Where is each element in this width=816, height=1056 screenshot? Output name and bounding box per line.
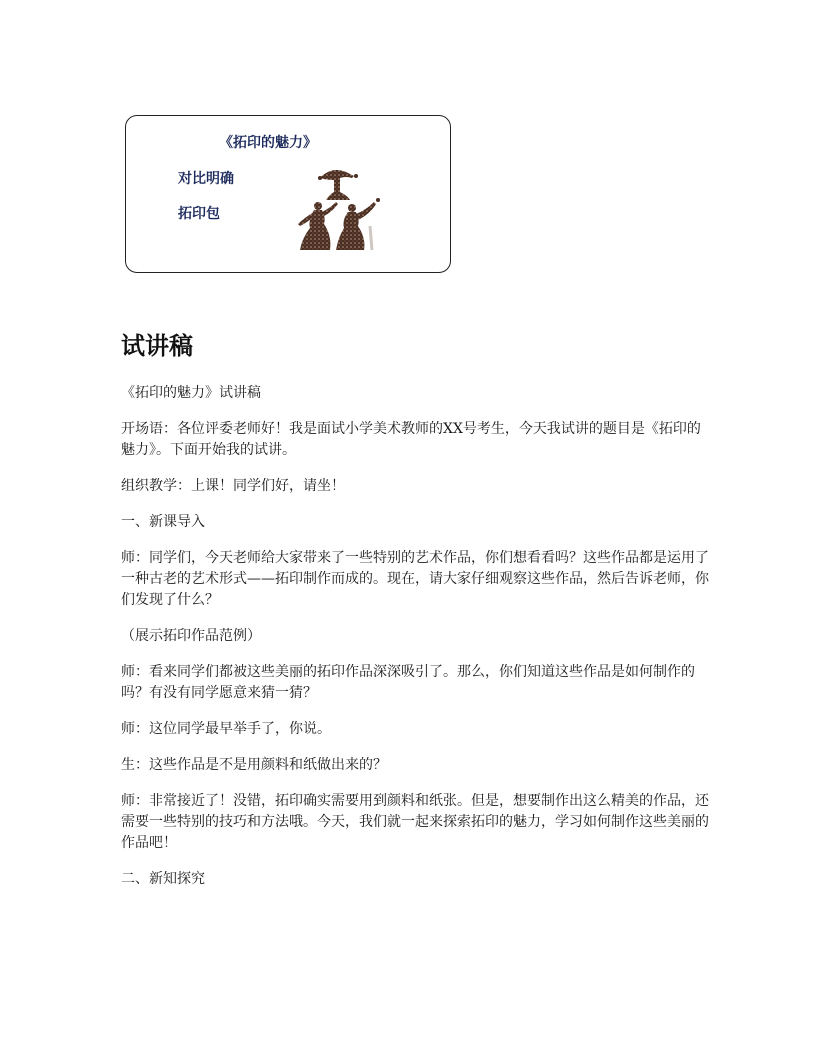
paragraph: 师：非常接近了！没错，拓印确实需要用到颜料和纸张。但是，想要制作出这么精美的作品，还需要一些特别的技巧和方法哦。今天，我们就一起来探索拓印的魅力，学习如何制作这些美丽的作品吧！	[121, 793, 709, 851]
paragraph: 师：这位同学最早举手了，你说。	[121, 721, 331, 737]
card-title: 《拓印的魅力》	[219, 135, 317, 151]
rubbing-dancers-image	[290, 166, 386, 254]
paragraph: （展示拓印作品范例）	[121, 628, 261, 644]
paragraph-opening: 开场语：各位评委老师好！我是面试小学美术教师的XX号考生，今天我试讲的题目是《拓印的魅力》。下面开始我的试讲。	[121, 421, 701, 458]
card-item-contrast: 对比明确	[178, 171, 234, 187]
page-heading: 试讲稿	[121, 332, 193, 360]
lecture-body	[121, 383, 711, 905]
paragraph-organize: 组织教学：上课！同学们好，请坐！	[121, 478, 345, 494]
paragraph: 生：这些作品是不是用颜料和纸做出来的？	[121, 757, 387, 773]
subtitle: 《拓印的魅力》试讲稿	[121, 385, 261, 401]
paragraph: 师：看来同学们都被这些美丽的拓印作品深深吸引了。那么，你们知道这些作品是如何制作的吗？有没有同学愿意来猜一猜？	[121, 664, 695, 701]
lesson-card	[125, 115, 451, 273]
section-heading-intro: 一、新课导入	[121, 514, 205, 530]
paragraph: 师：同学们，今天老师给大家带来了一些特别的艺术作品，你们想看看吗？这些作品都是运用了一种古老的艺术形式——拓印制作而成的。现在，请大家仔细观察这些作品，然后告诉老师，你们发现了什么？	[121, 550, 709, 608]
card-item-rubbing-pad: 拓印包	[178, 206, 220, 222]
section-heading-explore: 二、新知探究	[121, 871, 205, 887]
